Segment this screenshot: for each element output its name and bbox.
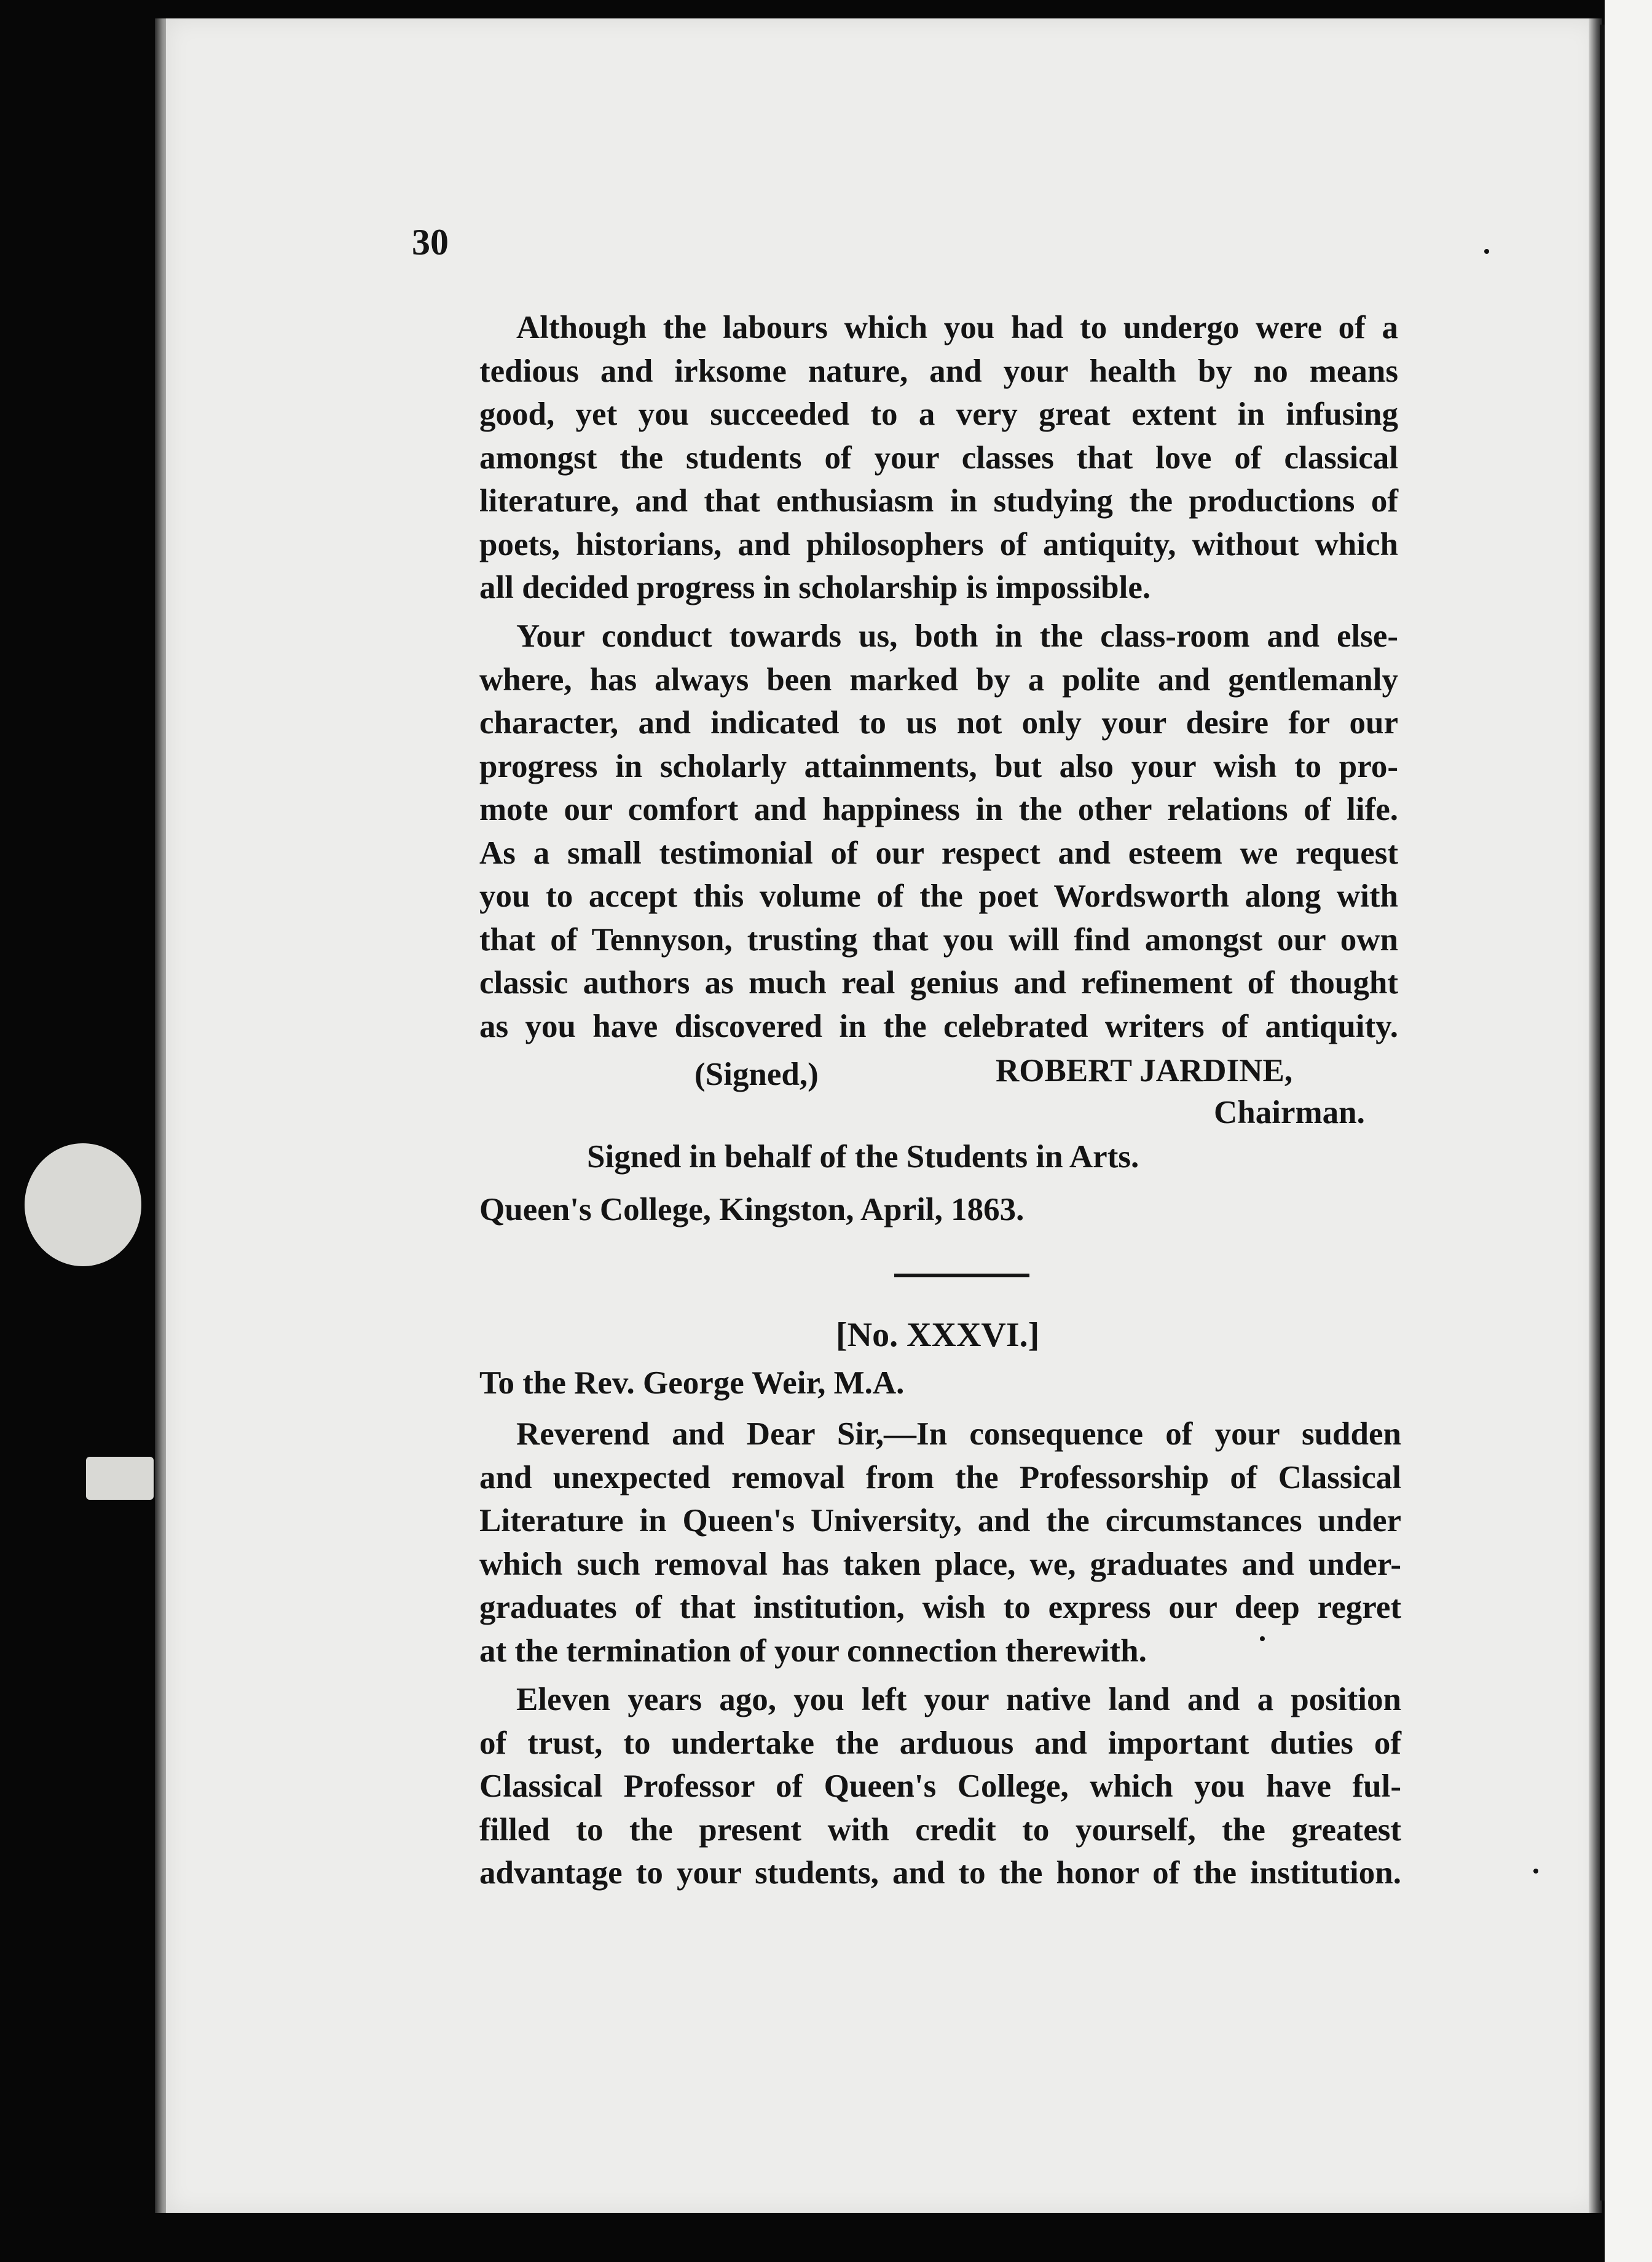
text-line: of trust, to undertake the arduous and important duties of <box>479 1725 1401 1761</box>
text-line: Classical Professor of Queen's College, which you have ful- <box>479 1768 1401 1804</box>
section-divider <box>894 1274 1029 1277</box>
text-line: filled to the present with credit to yourself, the greatest <box>479 1811 1401 1848</box>
paragraph-4 <box>479 1678 1401 1895</box>
text-line: which such removal has taken place, we, graduates and under- <box>479 1546 1401 1582</box>
address-line: To the Rev. George Weir, M.A. <box>479 1365 905 1401</box>
text-line: Reverend and Dear Sir,—In consequence of your sudden <box>516 1416 1401 1452</box>
text-line: Eleven years ago, you left your native land and a position <box>516 1682 1401 1717</box>
text-line: poets, historians, and philosophers of antiquity, without which <box>479 526 1398 562</box>
book-spine-edge <box>1600 25 1605 2201</box>
section-heading: [No. XXXVI.] <box>836 1316 1040 1354</box>
text-line: at the termination of your connection therewith. <box>479 1633 1147 1669</box>
paper-stain <box>25 1143 141 1266</box>
signatory-role: Chairman. <box>1214 1095 1365 1130</box>
paper-stain <box>86 1457 154 1500</box>
signatory-name: ROBERT JARDINE, <box>996 1053 1293 1089</box>
text-line: classic authors as much real genius and refinement of thought <box>479 965 1398 1001</box>
text-line: progress in scholarly attainments, but also your wish to pro- <box>479 748 1398 784</box>
behalf-line: Signed in behalf of the Students in Arts. <box>587 1139 1139 1175</box>
page-number: 30 <box>412 222 449 262</box>
paragraph-1 <box>479 306 1398 610</box>
text-line: As a small testimonial of our respect and esteem we request <box>479 835 1398 871</box>
text-line: good, yet you succeeded to a very great extent in infusing <box>479 396 1398 432</box>
place-date-line: Queen's College, Kingston, April, 1863. <box>479 1192 1025 1228</box>
text-line: you to accept this volume of the poet Wordsworth along with <box>479 878 1398 914</box>
paragraph-3 <box>479 1413 1401 1673</box>
paragraph-2 <box>479 615 1398 1048</box>
text-line: advantage to your students, and to the honor of the institution. <box>479 1855 1401 1891</box>
text-line: all decided progress in scholarship is impossible. <box>479 570 1151 605</box>
text-line: Your conduct towards us, both in the class-room and else- <box>516 618 1398 654</box>
text-line: that of Tennyson, trusting that you will find amongst our own <box>479 921 1398 958</box>
ink-speck <box>1484 249 1489 254</box>
text-line: Although the labours which you had to undergo were of a <box>516 310 1398 345</box>
text-line: graduates of that institution, wish to express our deep regret <box>479 1590 1401 1625</box>
signed-label: (Signed,) <box>694 1057 819 1092</box>
text-line: Literature in Queen's University, and the circumstances under <box>479 1503 1401 1539</box>
text-line: amongst the students of your classes that love of classical <box>479 439 1398 476</box>
text-line: where, has always been marked by a polite and gentlemanly <box>479 661 1398 698</box>
right-scan-margin <box>1605 0 1652 2262</box>
ink-speck <box>1533 1869 1538 1874</box>
text-line: literature, and that enthusiasm in studying the productions of <box>479 483 1398 519</box>
text-line: tedious and irksome nature, and your health by no means <box>479 353 1398 389</box>
text-line: as you have discovered in the celebrated writers of antiquity. <box>479 1008 1398 1044</box>
text-line: and unexpected removal from the Professorship of Classical <box>479 1459 1401 1496</box>
text-line: mote our comfort and happiness in the other relations of life. <box>479 792 1398 827</box>
text-line: character, and indicated to us not only your desire for our <box>479 705 1398 741</box>
